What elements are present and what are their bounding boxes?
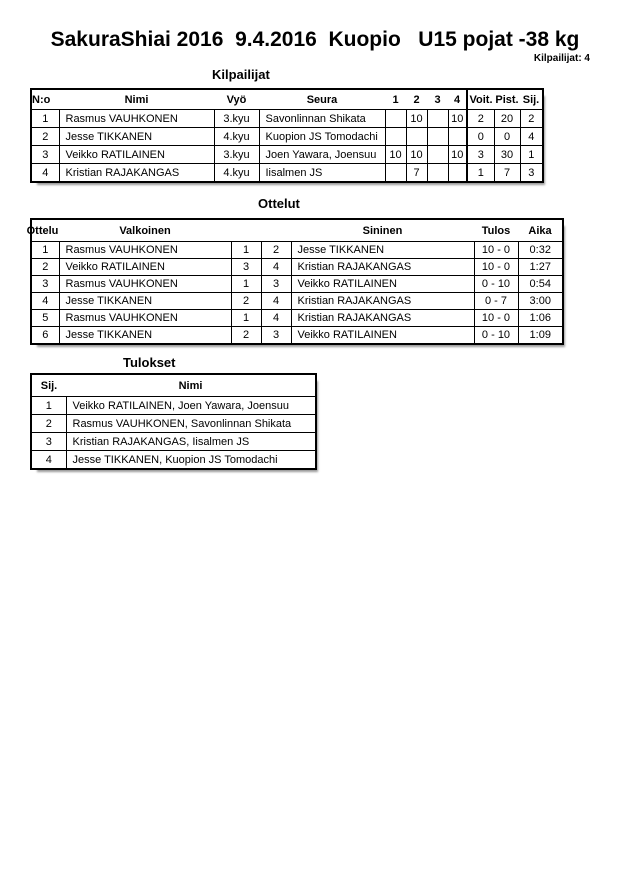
score-vs1-cell xyxy=(385,110,406,128)
white-name-cell: Jesse TIKKANEN xyxy=(59,293,231,310)
belt-cell: 4.kyu xyxy=(214,128,259,146)
time-cell: 0:54 xyxy=(518,276,563,293)
score-vs2-cell: 7 xyxy=(406,164,427,183)
page-title: SakuraShiai 2016 9.4.2016 Kuopio U15 pojat -38 kg xyxy=(50,28,580,51)
place-cell: 4 xyxy=(520,128,543,146)
competitor-number-cell: 1 xyxy=(31,110,59,128)
time-cell: 0:32 xyxy=(518,242,563,259)
score-vs2-cell xyxy=(406,128,427,146)
score-vs3-cell xyxy=(427,146,448,164)
wins-cell: 2 xyxy=(467,110,494,128)
section-heading-kilpailijat: Kilpailijat xyxy=(212,67,270,82)
club-cell: Iisalmen JS xyxy=(259,164,385,183)
white-number-cell: 1 xyxy=(231,310,261,327)
results-table xyxy=(30,373,317,470)
result-cell: 10 - 0 xyxy=(474,259,518,276)
score-vs4-cell: 10 xyxy=(448,110,467,128)
col-header-4: 4 xyxy=(448,89,467,110)
club-cell: Joen Yawara, Joensuu xyxy=(259,146,385,164)
table-row xyxy=(31,128,543,146)
score-vs3-cell xyxy=(427,164,448,183)
points-cell: 0 xyxy=(494,128,520,146)
white-number-cell: 3 xyxy=(231,259,261,276)
table-row xyxy=(31,397,316,415)
table-row xyxy=(31,259,563,276)
col-header-vyo: Vyö xyxy=(214,89,259,110)
time-cell: 1:06 xyxy=(518,310,563,327)
result-name-cell: Veikko RATILAINEN, Joen Yawara, Joensuu xyxy=(66,397,316,415)
col-header-pist: Pist. xyxy=(494,89,520,110)
points-cell: 7 xyxy=(494,164,520,183)
score-vs4-cell xyxy=(448,128,467,146)
wins-cell: 1 xyxy=(467,164,494,183)
white-name-cell: Rasmus VAUHKONEN xyxy=(59,242,231,259)
competitor-number-cell: 2 xyxy=(31,128,59,146)
table-row xyxy=(31,327,563,345)
match-number-cell: 5 xyxy=(31,310,59,327)
table-header-row xyxy=(31,219,563,242)
place-cell: 1 xyxy=(31,397,66,415)
blue-name-cell: Kristian RAJAKANGAS xyxy=(291,259,474,276)
time-cell: 1:09 xyxy=(518,327,563,345)
competitor-name-cell: Kristian RAJAKANGAS xyxy=(59,164,214,183)
competitor-number-cell: 4 xyxy=(31,164,59,183)
col-header-seura: Seura xyxy=(259,89,385,110)
col-header-no: N:o xyxy=(31,89,59,110)
white-number-cell: 1 xyxy=(231,242,261,259)
blue-name-cell: Jesse TIKKANEN xyxy=(291,242,474,259)
score-vs2-cell: 10 xyxy=(406,110,427,128)
competitor-name-cell: Jesse TIKKANEN xyxy=(59,128,214,146)
table-row xyxy=(31,164,543,183)
table-row xyxy=(31,276,563,293)
result-cell: 0 - 10 xyxy=(474,327,518,345)
col-header-sij: Sij. xyxy=(31,374,66,397)
time-cell: 1:27 xyxy=(518,259,563,276)
col-header-1: 1 xyxy=(385,89,406,110)
table-header-row xyxy=(31,89,543,110)
score-vs1-cell xyxy=(385,128,406,146)
table-row xyxy=(31,433,316,451)
competitor-name-cell: Veikko RATILAINEN xyxy=(59,146,214,164)
blue-name-cell: Kristian RAJAKANGAS xyxy=(291,310,474,327)
competitor-number-cell: 3 xyxy=(31,146,59,164)
col-header-aika: Aika xyxy=(518,219,563,242)
score-vs3-cell xyxy=(427,110,448,128)
points-cell: 20 xyxy=(494,110,520,128)
club-cell: Kuopion JS Tomodachi xyxy=(259,128,385,146)
place-cell: 4 xyxy=(31,451,66,470)
col-header-valkoinen: Valkoinen xyxy=(59,219,231,242)
score-vs1-cell xyxy=(385,164,406,183)
white-number-cell: 2 xyxy=(231,293,261,310)
place-cell: 3 xyxy=(31,433,66,451)
result-cell: 0 - 7 xyxy=(474,293,518,310)
competitor-count: Kilpailijat: 4 xyxy=(533,53,590,64)
club-cell: Savonlinnan Shikata xyxy=(259,110,385,128)
col-header-nimi: Nimi xyxy=(66,374,316,397)
blue-number-cell: 2 xyxy=(261,242,291,259)
white-number-cell: 1 xyxy=(231,276,261,293)
place-cell: 3 xyxy=(520,164,543,183)
col-header-nimi: Nimi xyxy=(59,89,214,110)
white-name-cell: Rasmus VAUHKONEN xyxy=(59,276,231,293)
col-header-sininen: Sininen xyxy=(291,219,474,242)
blue-name-cell: Veikko RATILAINEN xyxy=(291,276,474,293)
blue-name-cell: Veikko RATILAINEN xyxy=(291,327,474,345)
blue-number-cell: 4 xyxy=(261,310,291,327)
col-header-ottelu xyxy=(26,219,59,242)
blue-number-cell: 4 xyxy=(261,293,291,310)
score-vs4-cell xyxy=(448,164,467,183)
table-row xyxy=(31,293,563,310)
white-name-cell: Rasmus VAUHKONEN xyxy=(59,310,231,327)
col-header-white-number xyxy=(231,219,261,242)
match-number-cell: 3 xyxy=(31,276,59,293)
competitors-table xyxy=(30,88,544,183)
col-header-voit: Voit. xyxy=(467,89,494,110)
white-number-cell: 2 xyxy=(231,327,261,345)
col-header-2: 2 xyxy=(406,89,427,110)
section-heading-ottelut: Ottelut xyxy=(258,196,300,211)
match-number-cell: 4 xyxy=(31,293,59,310)
competitor-name-cell: Rasmus VAUHKONEN xyxy=(59,110,214,128)
white-name-cell: Veikko RATILAINEN xyxy=(59,259,231,276)
section-heading-tulokset: Tulokset xyxy=(123,355,176,370)
table-row xyxy=(31,415,316,433)
score-vs3-cell xyxy=(427,128,448,146)
place-cell: 2 xyxy=(520,110,543,128)
match-number-cell: 2 xyxy=(31,259,59,276)
belt-cell: 4.kyu xyxy=(214,164,259,183)
score-vs2-cell: 10 xyxy=(406,146,427,164)
time-cell: 3:00 xyxy=(518,293,563,310)
result-name-cell: Jesse TIKKANEN, Kuopion JS Tomodachi xyxy=(66,451,316,470)
place-cell: 2 xyxy=(31,415,66,433)
blue-number-cell: 4 xyxy=(261,259,291,276)
col-header-tulos: Tulos xyxy=(474,219,518,242)
col-header-3: 3 xyxy=(427,89,448,110)
col-header-sij: Sij. xyxy=(520,89,543,110)
belt-cell: 3.kyu xyxy=(214,146,259,164)
table-header-row xyxy=(31,374,316,397)
score-vs1-cell: 10 xyxy=(385,146,406,164)
table-row xyxy=(31,451,316,470)
wins-cell: 3 xyxy=(467,146,494,164)
table-row xyxy=(31,110,543,128)
result-name-cell: Kristian RAJAKANGAS, Iisalmen JS xyxy=(66,433,316,451)
match-number-cell: 1 xyxy=(31,242,59,259)
match-number-cell: 6 xyxy=(31,327,59,345)
belt-cell: 3.kyu xyxy=(214,110,259,128)
result-cell: 10 - 0 xyxy=(474,310,518,327)
result-cell: 0 - 10 xyxy=(474,276,518,293)
score-vs4-cell: 10 xyxy=(448,146,467,164)
matches-table xyxy=(26,218,564,345)
points-cell: 30 xyxy=(494,146,520,164)
result-cell: 10 - 0 xyxy=(474,242,518,259)
table-row xyxy=(31,146,543,164)
col-header-ottelu-label: Ottelu xyxy=(26,224,59,237)
table-row xyxy=(31,242,563,259)
wins-cell: 0 xyxy=(467,128,494,146)
blue-number-cell: 3 xyxy=(261,327,291,345)
table-row xyxy=(31,310,563,327)
col-header-blue-number xyxy=(261,219,291,242)
result-name-cell: Rasmus VAUHKONEN, Savonlinnan Shikata xyxy=(66,415,316,433)
blue-number-cell: 3 xyxy=(261,276,291,293)
white-name-cell: Jesse TIKKANEN xyxy=(59,327,231,345)
blue-name-cell: Kristian RAJAKANGAS xyxy=(291,293,474,310)
place-cell: 1 xyxy=(520,146,543,164)
